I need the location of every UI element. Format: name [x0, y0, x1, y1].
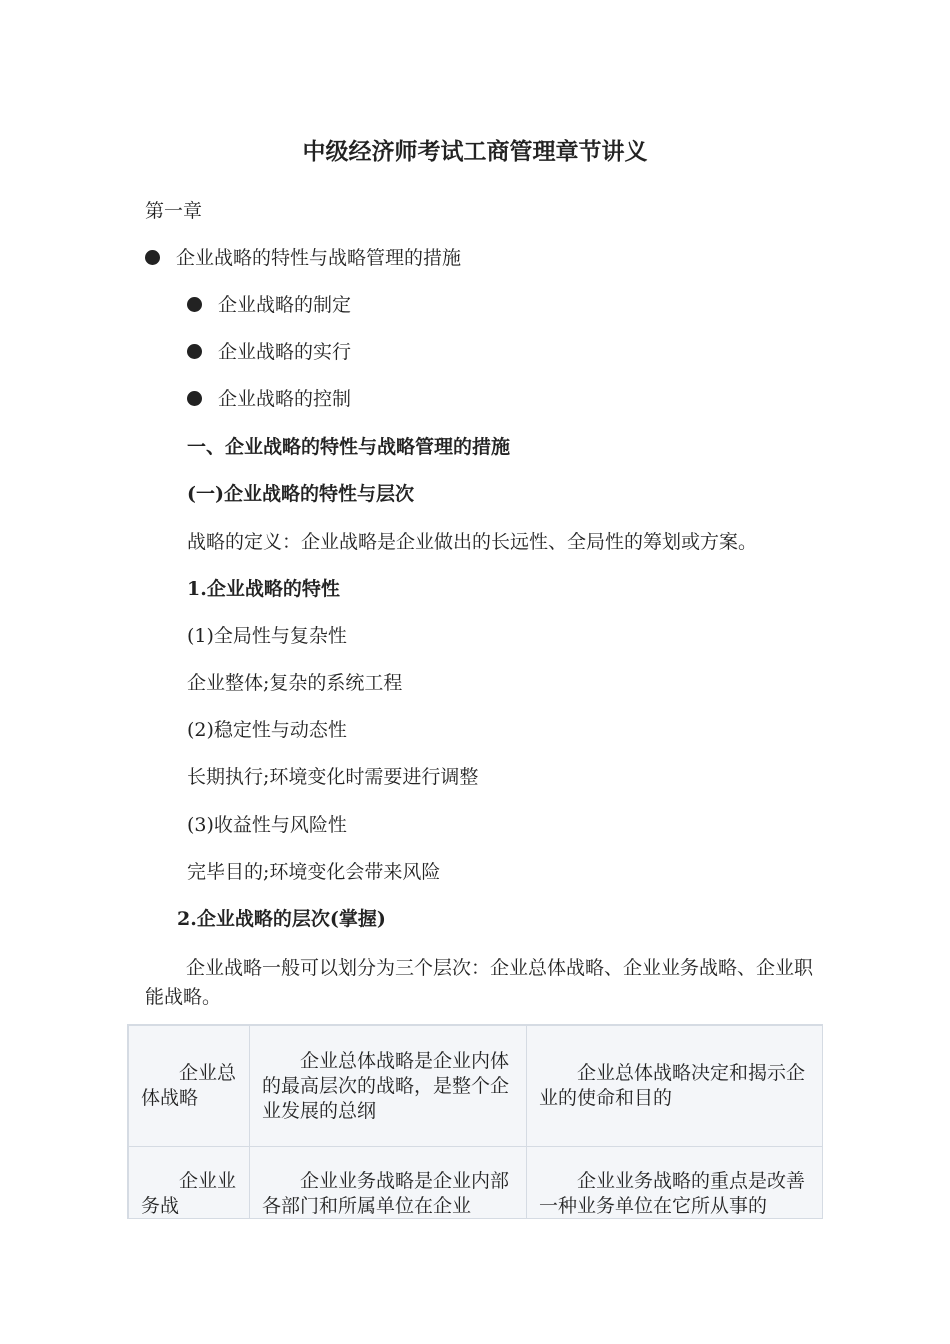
- table-cell-definition: 企业业务战略是企业内部各部门和所属单位在企业: [250, 1147, 527, 1220]
- table-row: [129, 1026, 824, 1147]
- levels-paragraph: 企业战略一般可以划分为三个层次：企业总体战略、企业业务战略、企业职能战略。: [145, 957, 814, 1008]
- strategy-levels-table: [127, 1024, 823, 1219]
- trait-title: (3)收益性与风险性: [187, 814, 347, 836]
- table-cell-name: 企业总体战略: [129, 1026, 250, 1147]
- outline-item-label: 企业战略的特性与战略管理的措施: [176, 247, 462, 269]
- bullet-icon: [187, 344, 202, 359]
- trait-title: (1)全局性与复杂性: [187, 625, 347, 647]
- table-cell-focus: 企业总体战略决定和揭示企业的使命和目的: [527, 1026, 824, 1147]
- bullet-icon: [187, 297, 202, 312]
- table-cell-definition: 企业总体战略是企业内体的最高层次的战略，是整个企业发展的总纲: [250, 1026, 527, 1147]
- heading-traits: 1.企业战略的特性: [187, 578, 340, 600]
- table-cell-focus: 企业业务战略的重点是改善一种业务单位在它所从事的: [527, 1147, 824, 1220]
- outline-item: [187, 293, 351, 317]
- outline-item: [145, 246, 461, 270]
- trait-title: (2)稳定性与动态性: [187, 719, 347, 741]
- trait-description: 企业整体;复杂的系统工程: [187, 672, 403, 694]
- table-row: [129, 1147, 824, 1220]
- heading-levels: 2.企业战略的层次(掌握): [177, 908, 386, 930]
- trait-description: 完毕目的;环境变化会带来风险: [187, 861, 441, 883]
- chapter-label: 第一章: [145, 200, 203, 222]
- outline-item: [187, 340, 351, 364]
- table-cell-name: 企业业务战: [129, 1147, 250, 1220]
- section-heading: 一、企业战略的特性与战略管理的措施: [187, 436, 511, 458]
- subsection-heading: (一)企业战略的特性与层次: [187, 483, 414, 505]
- trait-description: 长期执行;环境变化时需要进行调整: [187, 766, 479, 788]
- outline-item-label: 企业战略的实行: [218, 341, 352, 363]
- outline-item-label: 企业战略的制定: [218, 294, 352, 316]
- outline-item: [187, 387, 351, 411]
- outline-item-label: 企业战略的控制: [218, 388, 352, 410]
- bullet-icon: [145, 250, 160, 265]
- definition-text: 战略的定义：企业战略是企业做出的长远性、全局性的筹划或方案。: [187, 531, 758, 553]
- document-title: 中级经济师考试工商管理章节讲义: [302, 138, 648, 165]
- bullet-icon: [187, 391, 202, 406]
